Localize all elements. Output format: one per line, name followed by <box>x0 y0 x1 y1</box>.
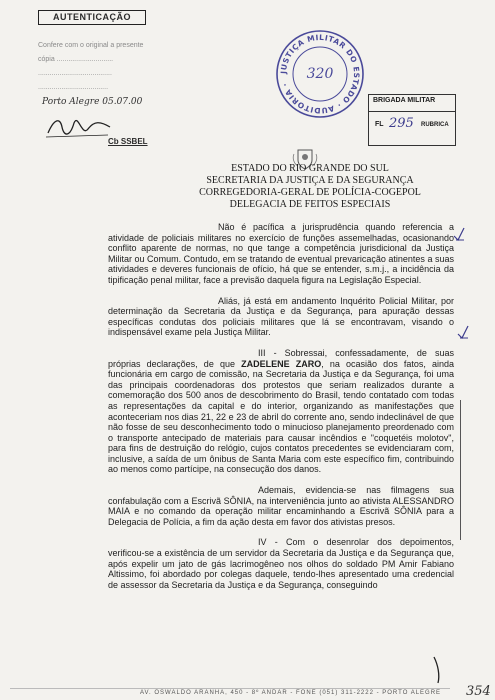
divider <box>369 111 455 112</box>
stamp-title: AUTENTICAÇÃO <box>38 10 146 25</box>
footer-rule <box>10 688 450 689</box>
stamp-line: cópia ............................. <box>38 56 114 63</box>
signature-icon <box>44 111 114 141</box>
paragraph-text: , na ocasião dos fatos, ainda funcionária em cargo de comissão, na Secretaria da Justiça e da Segurança, foi uma das principais coordenadoras dos protestos que seriam realizados durante a comemoração dos 500 anos de descobrimento do Brasil, tendo contatado com todas as representações da capital e do interior, organizando as manifestações que aconteceriam nos dias 21, 22 e 23 de abril do corrente ano, sendo indeclinável de que não fosse de seu desconhecimento todo o minucioso planejamento preordenado com o transporte antecipado de materiais para causar incêndios e "coquetéis molotov", para fins de destruição do relógio, cujos contatos precedentes se evidenciaram com, inclusive, a saída de um ônibus de Santa Maria com este específico fim, contribuindo ao menos como partícipe, na consecução dos danos. <box>108 358 454 475</box>
paragraph: Ademais, evidencia-se nas filmagens sua confabulação com a Escrivã SÔNIA, na interveniência junto ao ativista ALESSANDRO MAIA e no comando da operação militar encaminhando a Escrivã SÔNIA para a Delegacia de Polícia, a fim da ação desta em favor dos ativistas presos. <box>108 485 454 527</box>
header-line: CORREGEDORIA-GERAL DE POLÍCIA-COGEPOL <box>199 187 421 198</box>
authentication-stamp <box>34 6 152 148</box>
fl-number: 295 <box>389 116 414 131</box>
header-line: ESTADO DO RIO GRANDE DO SUL <box>231 163 389 174</box>
footer-address: AV. OSWALDO ARANHA, 450 - 8º ANDAR - FONE (051) 311-2222 - PORTO ALEGRE <box>140 690 442 696</box>
seal-number: 320 <box>306 66 334 82</box>
person-name: ZADELENE ZARO <box>241 358 322 369</box>
margin-stroke-icon <box>430 655 448 685</box>
paragraph: Não é pacífica a jurisprudência quando referencia a atividade de policiais militares no exercício de funções assemelhadas, ocasionando conflito aparente de normas, no que tange a competência jurisdicional da Justiça Militar ou Comum. Contudo, em se tratando de eventual prevaricação atinentes a suas atividades e deveres funcionais de ofício, há que se entender, s.m.j., a incidência da tipificação penal militar, face a previsão daquela figura na Legislação Especial. <box>108 222 454 285</box>
margin-bracket <box>454 400 461 540</box>
check-mark-icon <box>452 226 466 242</box>
paragraph-text: III - Sobressai, confessadamente, de suas próprias declarações, de que <box>108 347 454 369</box>
letterhead <box>180 163 440 211</box>
header-line: SECRETARIA DA JUSTIÇA E DA SEGURANÇA <box>206 175 414 186</box>
court-seal-icon <box>274 28 366 120</box>
header-line: DELEGACIA DE FEITOS ESPECIAIS <box>229 199 391 210</box>
fl-label: FL <box>375 121 384 128</box>
stamp-name: Cb SSBEL <box>108 137 148 146</box>
page-number: 354 <box>466 684 491 699</box>
brigada-stamp <box>368 94 456 146</box>
seal-text: JUSTIÇA MILITAR DO ESTADO · AUDITORIA · <box>278 32 362 116</box>
stamp-line: ...................................... <box>38 70 112 77</box>
stamp-line: .................................... <box>38 84 109 91</box>
paragraph: Aliás, já está em andamento Inquérito Policial Militar, por determinação da Secretaria da Justiça e da Segurança, para apuração dessas específicas condutas dos policiais militares que lá se encontravam, visando o indispensável exame pela Justiça Militar. <box>108 295 454 338</box>
brigada-title: BRIGADA MILITAR <box>373 97 436 104</box>
check-mark-icon <box>456 324 470 340</box>
stamp-line: Confere com o original a presente <box>38 42 144 49</box>
document-body <box>108 222 454 600</box>
paragraph <box>108 348 454 475</box>
rubrica-label: RUBRICA <box>421 122 449 128</box>
stamp-date: Porto Alegre 05.07.00 <box>42 97 143 107</box>
paragraph: IV - Com o desenrolar dos depoimentos, verificou-se a existência de um servidor da Secretaria da Justiça e da Segurança que, após expelir um jato de gás lacrimogêneo nos olhos do soldado PM Amir Fabiano Altissimo, foi abordado por colegas daquele, tendo-lhes apresentado uma credencial de assessor da Secretaria da Justiça e da Segurança, conseguindo <box>108 537 454 590</box>
